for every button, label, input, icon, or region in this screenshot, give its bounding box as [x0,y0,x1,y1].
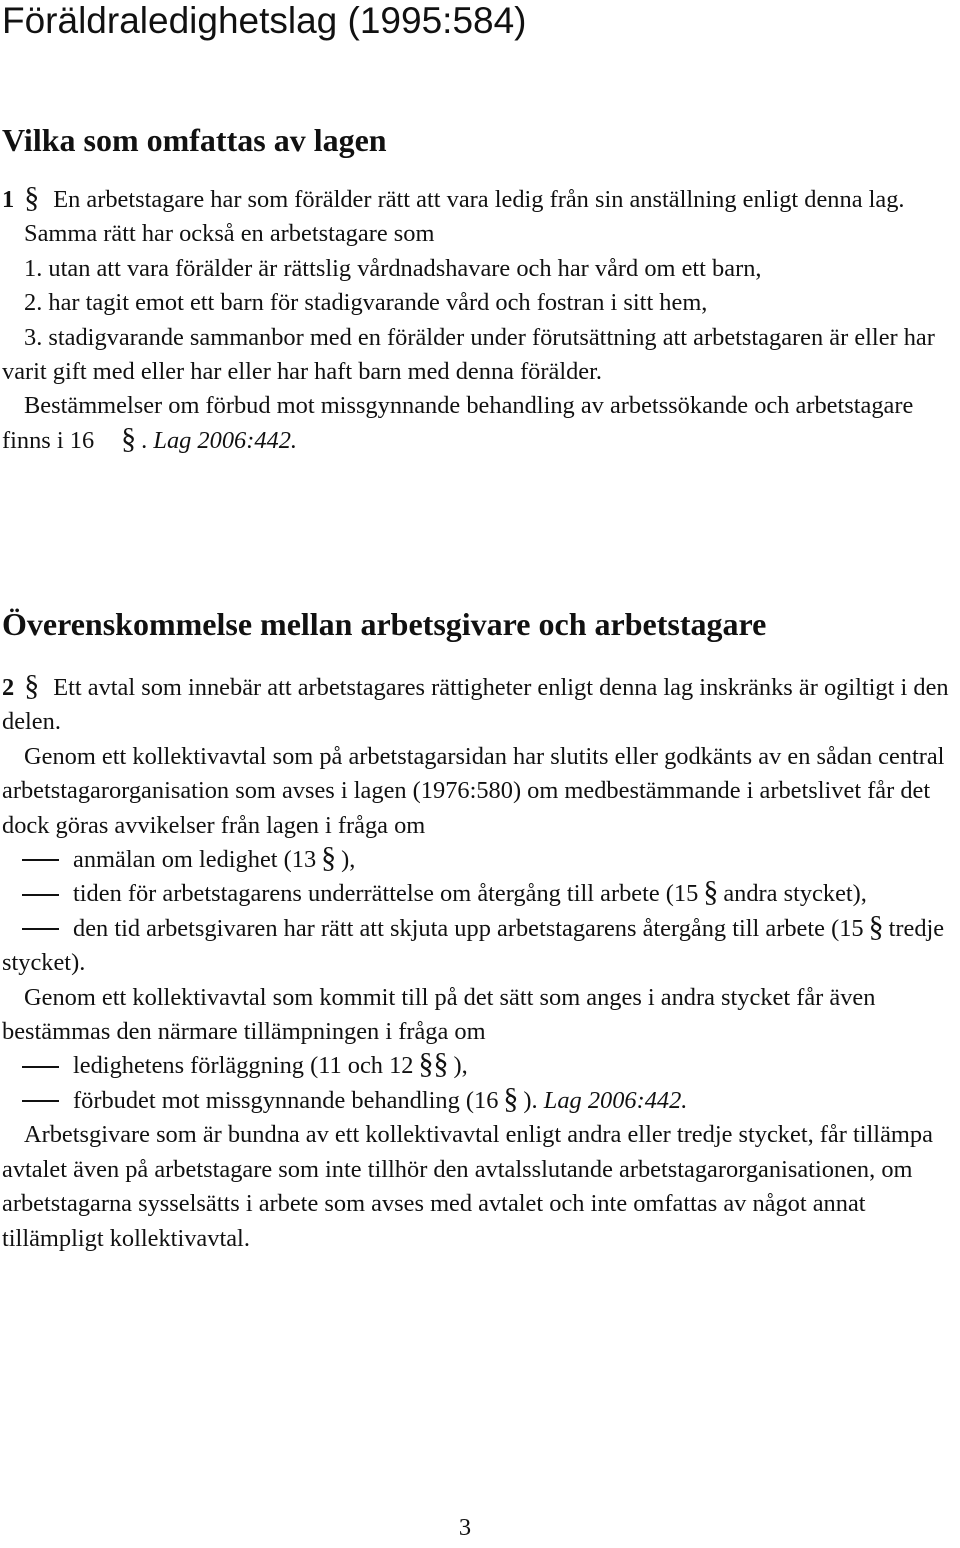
section-sign-icon: § [868,909,884,943]
section-sign-icon: § [703,875,719,909]
paragraph-text: Samma rätt har också en arbetstagare som [24,220,435,248]
section-scope [2,183,960,458]
list-item: 3. stadigvarande sammanbor med en förälder under förutsättning att arbetstagaren är eller har varit gift med eller har eller har haft barn med denna förälder. [2,323,935,386]
note-text: Bestämmelser om förbud mot missgynnande behandling av arbetssökande och arbetstagare finns i 16 [2,392,914,454]
dash-item: ledighetens förläggning (11 och 12 §§ ), [2,1049,960,1083]
section-sign-icon: § [121,421,137,455]
paragraph-number: 1 [2,186,15,213]
paragraph-text: En arbetstagare har som förälder rätt att vara ledig från sin anställning enligt denna lag. [53,186,905,213]
section-heading-agreement: Överenskommelse mellan arbetsgivare och arbetstagare [2,606,767,642]
section-sign-icon: § [503,1081,519,1115]
dash-item: den tid arbetsgivaren har rätt att skjuta upp arbetstagarens återgång till arbete (15 § tredje stycket). [2,909,945,977]
list-item: 2. har tagit emot ett barn för stadigvarande vård och fostran i sitt hem, [24,289,708,317]
dash-icon [22,1100,59,1102]
paragraph-text [2,389,960,458]
dash-icon [22,859,59,861]
document-title: Föräldraledighetslag (1995:584) [2,0,527,41]
dash-item: anmälan om ledighet (13 § ), [2,843,960,877]
dash-icon [22,928,59,930]
dash-icon [22,894,59,896]
section-sign-icon: § [321,841,337,875]
paragraph-text: Genom ett kollektivavtal som på arbetstagarsidan har slutits eller godkänts av en sådan central arbetstagarorganisation som avses i lagen (1976:580) om medbestämmande i arbetslivet får det dock göras avvikelser från lagen i fråga om [2,742,945,839]
section-heading-scope: Vilka som omfattas av lagen [2,122,387,158]
section-sign-icon: §§ [418,1047,449,1081]
law-reference: Lag 2006:442. [543,1086,688,1114]
paragraph-1 [2,183,960,217]
paragraph-2 [2,671,960,740]
law-reference: Lag 2006:442. [153,426,298,454]
dash-item: förbudet mot missgynnande behandling (16 § ). Lag 2006:442. [2,1084,960,1118]
section-agreement [2,671,960,1256]
paragraph-text: Arbetsgivare som är bundna av ett kollektivavtal enligt andra eller tredje stycket, får tillämpa avtalet även på arbetstagare som inte tillhör den avtalsslutande arbetstagarorganisationen, om arbetstagarna sysselsätts i arbete som avses med avtalet och inte omfattas av något annat tillämpligt kollektivavtal. [2,1121,933,1252]
dash-item: tiden för arbetstagarens underrättelse om återgång till arbete (15 § andra stycket), [2,877,960,911]
paragraph-text: Genom ett kollektivavtal som kommit till på det sätt som anges i andra stycket får även bestämmas den närmare tillämpningen i fråga om [2,983,876,1046]
paragraph-number: 2 [2,674,15,701]
page-number: 3 [458,1514,472,1541]
note-punctuation: . [141,426,148,454]
paragraph-text: Ett avtal som innebär att arbetstagares rättigheter enligt denna lag inskränks är ogiltigt i den delen. [2,674,949,736]
list-item: 1. utan att vara förälder är rättslig vårdnadshavare och har vård om ett barn, [24,254,762,282]
section-sign-icon: § [24,181,40,214]
section-sign-icon: § [24,669,40,702]
dash-icon [22,1066,59,1068]
